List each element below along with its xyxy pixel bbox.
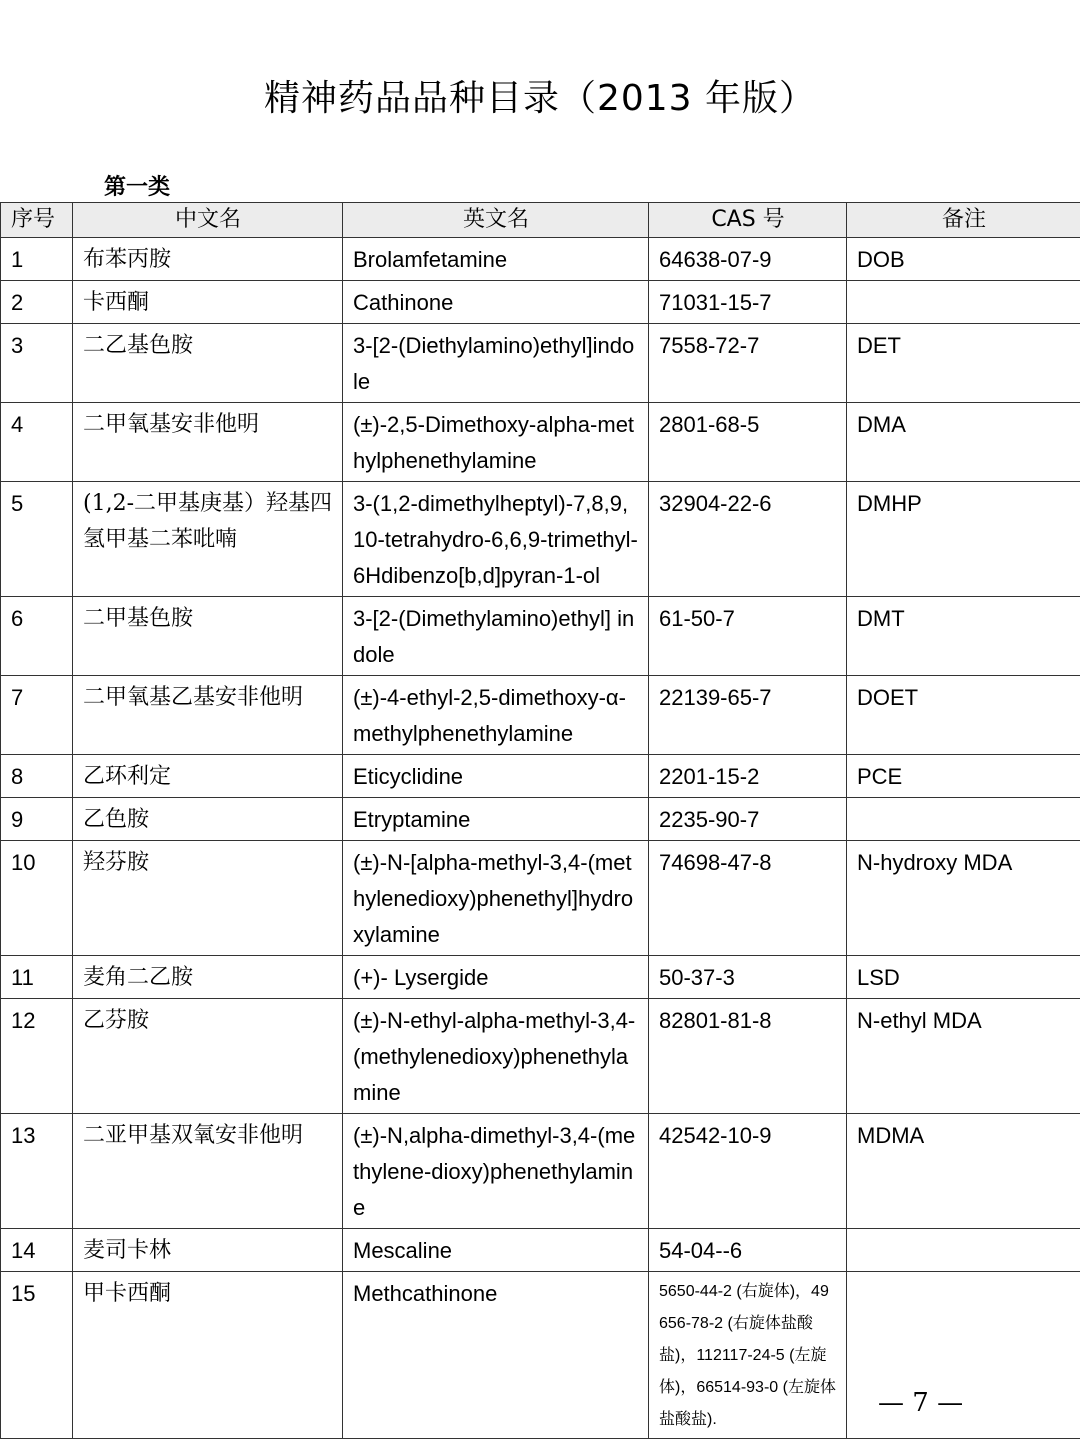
row-remarks (847, 1229, 1080, 1272)
row-index: 9 (1, 798, 73, 841)
row-remarks: DOB (847, 238, 1080, 281)
row-chinese-name: 麦角二乙胺 (73, 956, 343, 999)
row-remarks: PCE (847, 755, 1080, 798)
page-number: — 7 — (878, 1388, 963, 1418)
header-index: 序号 (1, 203, 73, 238)
row-remarks: DMA (847, 403, 1080, 482)
row-index: 7 (1, 676, 73, 755)
row-english-name: Methcathinone (343, 1272, 649, 1439)
table-row (1, 403, 1080, 482)
row-english-name: 3-[2-(Diethylamino)ethyl]indole (343, 324, 649, 403)
row-chinese-name: 二甲基色胺 (73, 597, 343, 676)
row-index: 10 (1, 841, 73, 956)
row-english-name: Etryptamine (343, 798, 649, 841)
row-english-name: (±)-N-ethyl-alpha-methyl-3,4-(methylenedioxy)phenethylamine (343, 999, 649, 1114)
row-cas-number: 22139-65-7 (649, 676, 847, 755)
row-cas-number: 42542-10-9 (649, 1114, 847, 1229)
row-chinese-name: 二乙基色胺 (73, 324, 343, 403)
row-chinese-name: 布苯丙胺 (73, 238, 343, 281)
row-cas-number: 2801-68-5 (649, 403, 847, 482)
row-index: 13 (1, 1114, 73, 1229)
row-cas-number: 64638-07-9 (649, 238, 847, 281)
header-chinese-name: 中文名 (73, 203, 343, 238)
header-remarks: 备注 (847, 203, 1080, 238)
row-cas-number: 7558-72-7 (649, 324, 847, 403)
row-index: 15 (1, 1272, 73, 1439)
row-cas-number: 54-04--6 (649, 1229, 847, 1272)
row-cas-number: 61-50-7 (649, 597, 847, 676)
row-index: 5 (1, 482, 73, 597)
row-english-name: Mescaline (343, 1229, 649, 1272)
row-english-name: Brolamfetamine (343, 238, 649, 281)
row-english-name: (±)-N-[alpha-methyl-3,4-(methylenedioxy)phenethyl]hydroxylamine (343, 841, 649, 956)
row-chinese-name: 二甲氧基安非他明 (73, 403, 343, 482)
row-cas-number: 2235-90-7 (649, 798, 847, 841)
row-cas-number: 71031-15-7 (649, 281, 847, 324)
row-index: 14 (1, 1229, 73, 1272)
drug-table (0, 202, 1080, 1439)
table-row (1, 841, 1080, 956)
section-heading: 第一类 (104, 170, 170, 201)
row-chinese-name: 乙芬胺 (73, 999, 343, 1114)
row-remarks: DOET (847, 676, 1080, 755)
row-cas-number: 5650-44-2 (右旋体)，49656-78-2 (右旋体盐酸盐)，112117-24-5 (左旋体)，66514-93-0 (左旋体盐酸盐). (649, 1272, 847, 1439)
row-index: 1 (1, 238, 73, 281)
row-remarks: DET (847, 324, 1080, 403)
row-index: 3 (1, 324, 73, 403)
row-cas-number: 50-37-3 (649, 956, 847, 999)
table-row (1, 238, 1080, 281)
row-remarks: DMT (847, 597, 1080, 676)
header-english-name: 英文名 (343, 203, 649, 238)
table-row (1, 597, 1080, 676)
header-cas-number: CAS 号 (649, 203, 847, 238)
row-remarks: N-hydroxy MDA (847, 841, 1080, 956)
row-chinese-name: 乙色胺 (73, 798, 343, 841)
row-index: 4 (1, 403, 73, 482)
row-chinese-name: (1,2-二甲基庚基）羟基四氢甲基二苯吡喃 (73, 482, 343, 597)
row-remarks (847, 281, 1080, 324)
table-row (1, 324, 1080, 403)
table-header-row (1, 203, 1080, 238)
row-english-name: Eticyclidine (343, 755, 649, 798)
table-row (1, 482, 1080, 597)
row-remarks: LSD (847, 956, 1080, 999)
row-cas-number: 2201-15-2 (649, 755, 847, 798)
row-chinese-name: 卡西酮 (73, 281, 343, 324)
table-row (1, 1114, 1080, 1229)
row-remarks (847, 798, 1080, 841)
row-remarks: DMHP (847, 482, 1080, 597)
row-chinese-name: 二亚甲基双氧安非他明 (73, 1114, 343, 1229)
page-title: 精神药品品种目录（2013 年版） (0, 70, 1080, 121)
table-body (1, 238, 1080, 1439)
row-index: 12 (1, 999, 73, 1114)
row-english-name: 3-[2-(Dimethylamino)ethyl] indole (343, 597, 649, 676)
row-chinese-name: 羟芬胺 (73, 841, 343, 956)
row-chinese-name: 甲卡西酮 (73, 1272, 343, 1439)
table-row (1, 755, 1080, 798)
row-index: 11 (1, 956, 73, 999)
row-english-name: (±)-4-ethyl-2,5-dimethoxy-α-methylphenethylamine (343, 676, 649, 755)
row-english-name: (+)- Lysergide (343, 956, 649, 999)
row-index: 2 (1, 281, 73, 324)
row-chinese-name: 麦司卡林 (73, 1229, 343, 1272)
row-index: 8 (1, 755, 73, 798)
table-row (1, 956, 1080, 999)
row-index: 6 (1, 597, 73, 676)
row-english-name: Cathinone (343, 281, 649, 324)
table-row (1, 676, 1080, 755)
row-remarks: MDMA (847, 1114, 1080, 1229)
table-row (1, 281, 1080, 324)
row-cas-number: 82801-81-8 (649, 999, 847, 1114)
row-english-name: 3-(1,2-dimethylheptyl)-7,8,9,10-tetrahydro-6,6,9-trimethyl-6Hdibenzo[b,d]pyran-1-ol (343, 482, 649, 597)
table-row (1, 798, 1080, 841)
row-cas-number: 32904-22-6 (649, 482, 847, 597)
table-row (1, 999, 1080, 1114)
table-row (1, 1229, 1080, 1272)
row-cas-number: 74698-47-8 (649, 841, 847, 956)
row-chinese-name: 二甲氧基乙基安非他明 (73, 676, 343, 755)
row-english-name: (±)-N,alpha-dimethyl-3,4-(methylene-dioxy)phenethylamine (343, 1114, 649, 1229)
row-chinese-name: 乙环利定 (73, 755, 343, 798)
row-remarks: N-ethyl MDA (847, 999, 1080, 1114)
row-english-name: (±)-2,5-Dimethoxy-alpha-methylphenethylamine (343, 403, 649, 482)
